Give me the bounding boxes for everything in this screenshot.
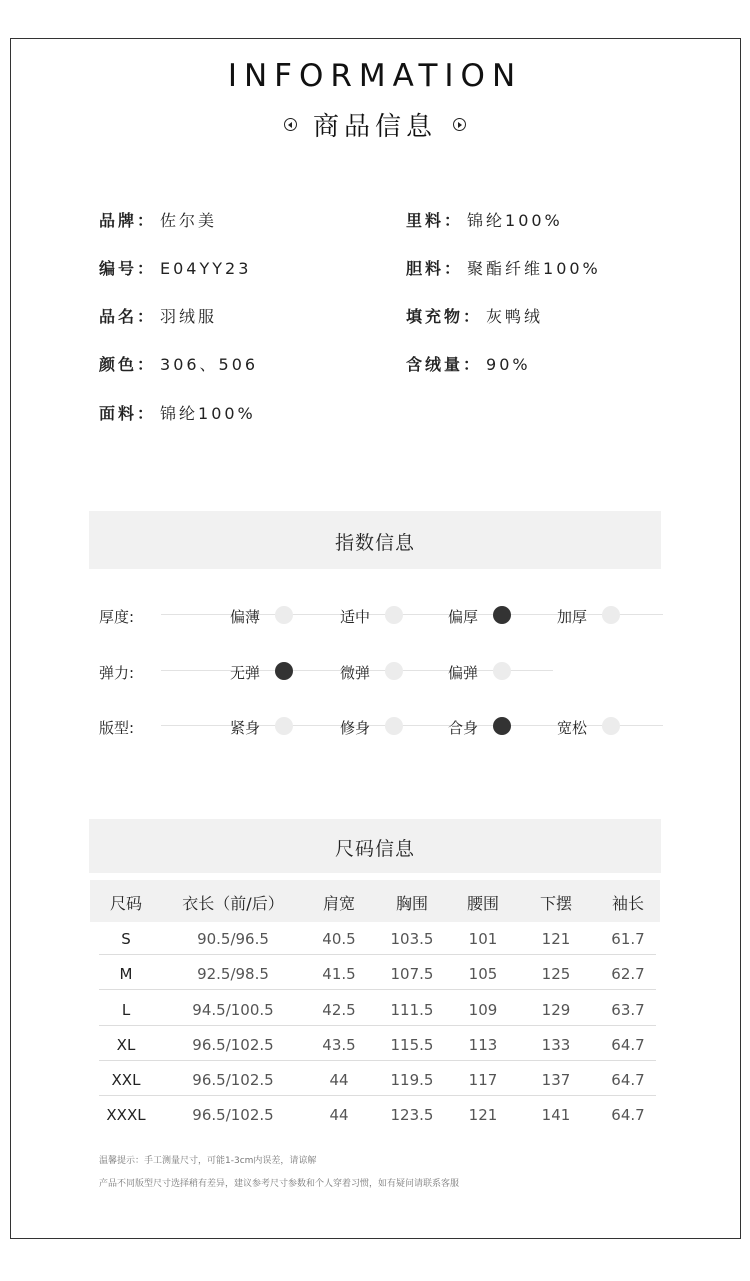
info-code — [99, 256, 251, 279]
size-cell: 44 — [329, 1106, 349, 1124]
option-label: 适中 — [340, 608, 371, 626]
note-measurement: 温馨提示：手工测量尺寸，可能1-3cm内误差，请谅解 — [99, 1156, 317, 1166]
size-cell: 64.7 — [611, 1106, 645, 1124]
size-cell: 121 — [541, 930, 571, 948]
size-row-divider — [99, 1095, 656, 1096]
size-cell: 117 — [468, 1071, 498, 1089]
info-value: E04YY23 — [160, 259, 252, 278]
size-cell: 96.5/102.5 — [192, 1071, 274, 1089]
option-dot — [385, 717, 403, 735]
size-cell: 90.5/96.5 — [197, 930, 269, 948]
info-brand — [99, 208, 217, 231]
size-cell-name: L — [121, 1001, 131, 1019]
size-header-cell: 衣长（前/后） — [182, 894, 284, 913]
option-dot — [275, 717, 293, 735]
arrow-right-icon — [453, 118, 466, 131]
option-label: 紧身 — [230, 719, 261, 737]
size-cell: 115.5 — [390, 1036, 434, 1054]
option-label: 偏弹 — [448, 664, 479, 682]
option-dot — [602, 717, 620, 735]
size-row-divider — [99, 1060, 656, 1061]
info-key: 面料： — [99, 404, 157, 423]
option-label: 微弹 — [340, 664, 371, 682]
info-value: 锦纶100% — [160, 404, 256, 423]
size-cell: 61.7 — [611, 930, 645, 948]
size-header-cell: 胸围 — [395, 894, 428, 913]
info-value: 羽绒服 — [160, 307, 218, 326]
option-label: 合身 — [448, 719, 479, 737]
size-row-divider — [99, 1025, 656, 1026]
info-value: 聚酯纤维100% — [467, 259, 601, 278]
option-dot-selected — [493, 717, 511, 735]
size-cell: 119.5 — [390, 1071, 434, 1089]
info-name — [99, 304, 217, 327]
info-key: 编号： — [99, 259, 157, 278]
info-lining — [406, 208, 563, 231]
size-cell: 41.5 — [322, 965, 356, 983]
size-cell: 137 — [541, 1071, 571, 1089]
size-cell: 125 — [541, 965, 571, 983]
size-cell: 43.5 — [322, 1036, 356, 1054]
size-cell-name: S — [121, 930, 131, 948]
option-label: 偏厚 — [448, 608, 479, 626]
title-chinese: 商品信息 — [312, 112, 437, 142]
size-cell: 44 — [329, 1071, 349, 1089]
title-chinese-row — [0, 106, 750, 143]
option-dot — [493, 662, 511, 680]
option-dot-selected — [275, 662, 293, 680]
size-cell: 62.7 — [611, 965, 645, 983]
index-label-fit: 版型: — [99, 719, 135, 737]
index-section-title: 指数信息 — [89, 511, 661, 569]
size-cell: 96.5/102.5 — [192, 1036, 274, 1054]
size-cell: 133 — [541, 1036, 571, 1054]
size-cell: 107.5 — [390, 965, 434, 983]
option-label: 偏薄 — [230, 608, 261, 626]
option-dot — [385, 606, 403, 624]
info-filling — [406, 304, 543, 327]
index-label-thickness: 厚度: — [99, 608, 135, 626]
size-cell: 92.5/98.5 — [197, 965, 269, 983]
size-cell: 121 — [468, 1106, 498, 1124]
info-value: 306、506 — [160, 355, 259, 374]
option-label: 修身 — [340, 719, 371, 737]
size-cell: 96.5/102.5 — [192, 1106, 274, 1124]
info-color — [99, 352, 258, 375]
info-liner — [406, 256, 601, 279]
size-row-divider — [99, 954, 656, 955]
option-dot — [602, 606, 620, 624]
info-value: 佐尔美 — [160, 211, 218, 230]
option-dot — [385, 662, 403, 680]
info-key: 颜色： — [99, 355, 157, 374]
info-key: 含绒量： — [406, 355, 483, 374]
size-cell: 101 — [468, 930, 498, 948]
info-key: 品牌： — [99, 211, 157, 230]
size-header-cell: 腰围 — [466, 894, 499, 913]
note-fit-advice: 产品不同版型尺寸选择稍有差异，建议参考尺寸参数和个人穿着习惯，如有疑问请联系客服 — [99, 1179, 460, 1189]
info-value: 灰鸭绒 — [486, 307, 544, 326]
size-header-cell: 尺码 — [109, 894, 142, 913]
size-cell: 103.5 — [390, 930, 434, 948]
option-label: 宽松 — [557, 719, 588, 737]
size-cell-name: XXXL — [106, 1106, 146, 1124]
info-value: 90% — [486, 355, 531, 374]
size-cell: 63.7 — [611, 1001, 645, 1019]
size-cell: 141 — [541, 1106, 571, 1124]
size-cell: 94.5/100.5 — [192, 1001, 274, 1019]
size-cell: 109 — [468, 1001, 498, 1019]
size-header-cell: 肩宽 — [322, 894, 355, 913]
size-header-cell: 袖长 — [611, 894, 644, 913]
info-key: 填充物： — [406, 307, 483, 326]
size-cell: 113 — [468, 1036, 498, 1054]
size-cell-name: XL — [116, 1036, 136, 1054]
size-cell: 42.5 — [322, 1001, 356, 1019]
info-down-content — [406, 352, 531, 375]
info-value: 锦纶100% — [467, 211, 563, 230]
arrow-left-icon — [284, 118, 297, 131]
size-cell: 111.5 — [390, 1001, 434, 1019]
size-header-cell: 下摆 — [539, 894, 572, 913]
option-label: 无弹 — [230, 664, 261, 682]
size-cell: 64.7 — [611, 1071, 645, 1089]
title-english: INFORMATION — [227, 58, 523, 94]
size-cell-name: M — [119, 965, 133, 983]
option-label: 加厚 — [557, 608, 588, 626]
info-key: 里料： — [406, 211, 464, 230]
size-cell: 105 — [468, 965, 498, 983]
index-label-elasticity: 弹力: — [99, 664, 135, 682]
size-cell: 40.5 — [322, 930, 356, 948]
size-cell: 64.7 — [611, 1036, 645, 1054]
size-section-title: 尺码信息 — [89, 819, 661, 873]
size-cell: 123.5 — [390, 1106, 434, 1124]
option-dot-selected — [493, 606, 511, 624]
info-key: 品名： — [99, 307, 157, 326]
info-fabric — [99, 401, 256, 424]
info-key: 胆料： — [406, 259, 464, 278]
option-dot — [275, 606, 293, 624]
size-cell: 129 — [541, 1001, 571, 1019]
size-row-divider — [99, 989, 656, 990]
size-cell-name: XXL — [111, 1071, 141, 1089]
